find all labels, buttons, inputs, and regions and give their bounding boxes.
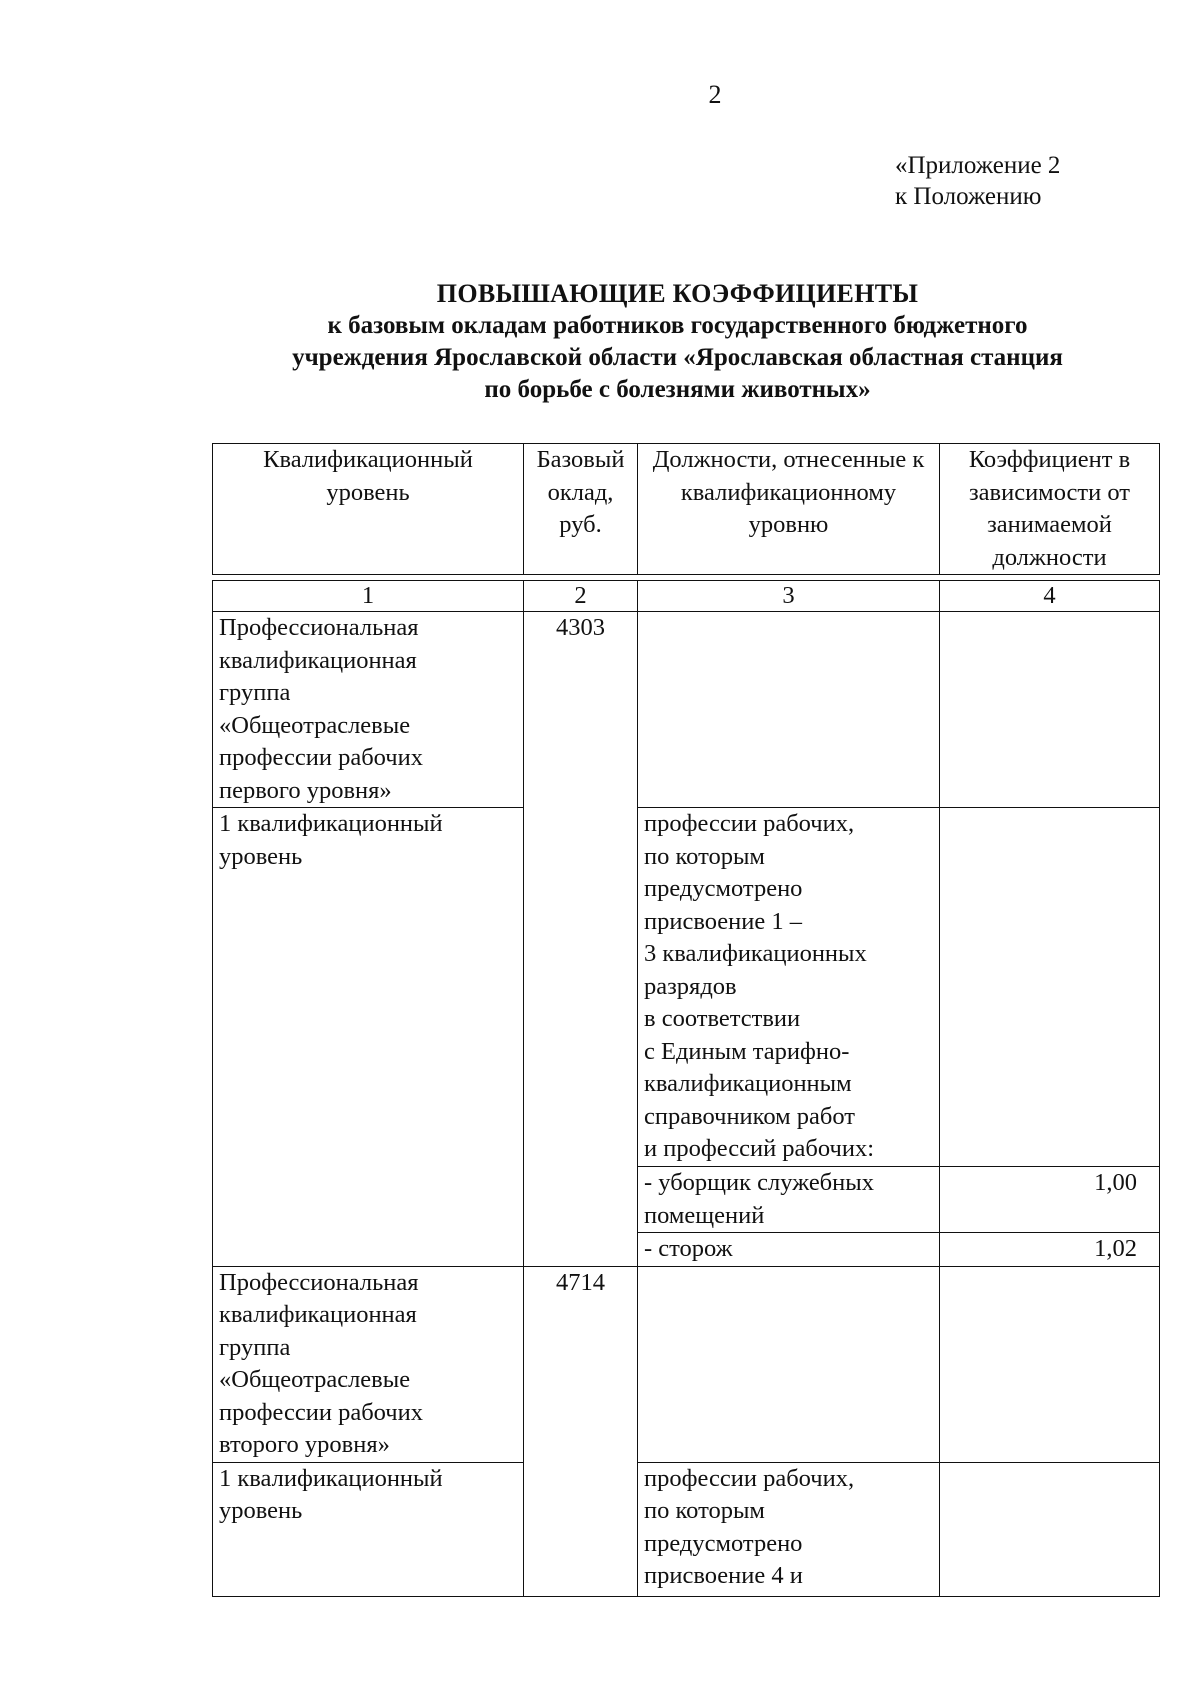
header-base-salary: Базовый оклад, руб. [524, 444, 638, 575]
title-subtitle-3: по борьбе с болезнями животных» [484, 376, 871, 403]
group2-empty-positions [638, 1266, 940, 1462]
group2-empty-coefficient-2 [940, 1462, 1160, 1596]
group1-level: 1 квалификационный уровень [213, 808, 524, 1267]
group1-empty-coefficient-2 [940, 808, 1160, 1167]
column-number-2: 2 [524, 581, 638, 612]
group2-empty-coefficient [940, 1266, 1160, 1462]
group2-level: 1 квалификационный уровень [213, 1462, 524, 1596]
group2-name: Профессиональная квалификационная группа «Общеотраслевые профессии рабочих второго уровня» [213, 1266, 524, 1462]
title-subtitle-1: к базовым окладам работников государственного бюджетного [327, 312, 1028, 339]
column-number-4: 4 [940, 581, 1160, 612]
column-number-1: 1 [213, 581, 524, 612]
group1-positions-intro: профессии рабочих, по которым предусмотрено присвоение 1 – 3 квалификационных разрядов в соответствии с Единым тарифно- квалификационным справочником работ и профессий рабочих: [638, 808, 940, 1167]
table-header [212, 443, 1160, 575]
group2-row [213, 1266, 1160, 1462]
appendix-line-2: к Положению [895, 183, 1042, 210]
group1-empty-positions [638, 612, 940, 808]
column-number-row [213, 581, 1160, 612]
header-qualification-level: Квалификационный уровень [213, 444, 524, 575]
header-row [213, 444, 1160, 575]
header-coefficient: Коэффициент в зависимости от занимаемой должности [940, 444, 1160, 575]
column-number-3: 3 [638, 581, 940, 612]
title-subtitle-2: учреждения Ярославской области «Ярославская областная станция [292, 344, 1063, 371]
coefficient-guard: 1,02 [940, 1233, 1160, 1267]
page-number: 2 [708, 80, 722, 109]
group2-salary: 4714 [524, 1266, 638, 1596]
appendix-reference [895, 150, 1060, 212]
group1-row [213, 612, 1160, 808]
title-main: ПОВЫШАЮЩИЕ КОЭФФИЦИЕНТЫ [436, 279, 919, 308]
group1-empty-coefficient [940, 612, 1160, 808]
group1-salary: 4303 [524, 612, 638, 1267]
appendix-line-1: «Приложение 2 [895, 152, 1061, 179]
group2-level-row [213, 1462, 1160, 1596]
group2-positions-intro: профессии рабочих, по которым предусмотрено присвоение 4 и [638, 1462, 940, 1596]
coefficients-table [212, 580, 1160, 1597]
position-cleaner: - уборщик служебных помещений [638, 1167, 940, 1233]
group1-level-row [213, 808, 1160, 1167]
position-guard: - сторож [638, 1233, 940, 1267]
coefficient-cleaner: 1,00 [940, 1167, 1160, 1233]
document-title [0, 278, 1200, 406]
header-positions: Должности, отнесенные к квалификационному уровню [638, 444, 940, 575]
group1-name: Профессиональная квалификационная группа «Общеотраслевые профессии рабочих первого уровня» [213, 612, 524, 808]
